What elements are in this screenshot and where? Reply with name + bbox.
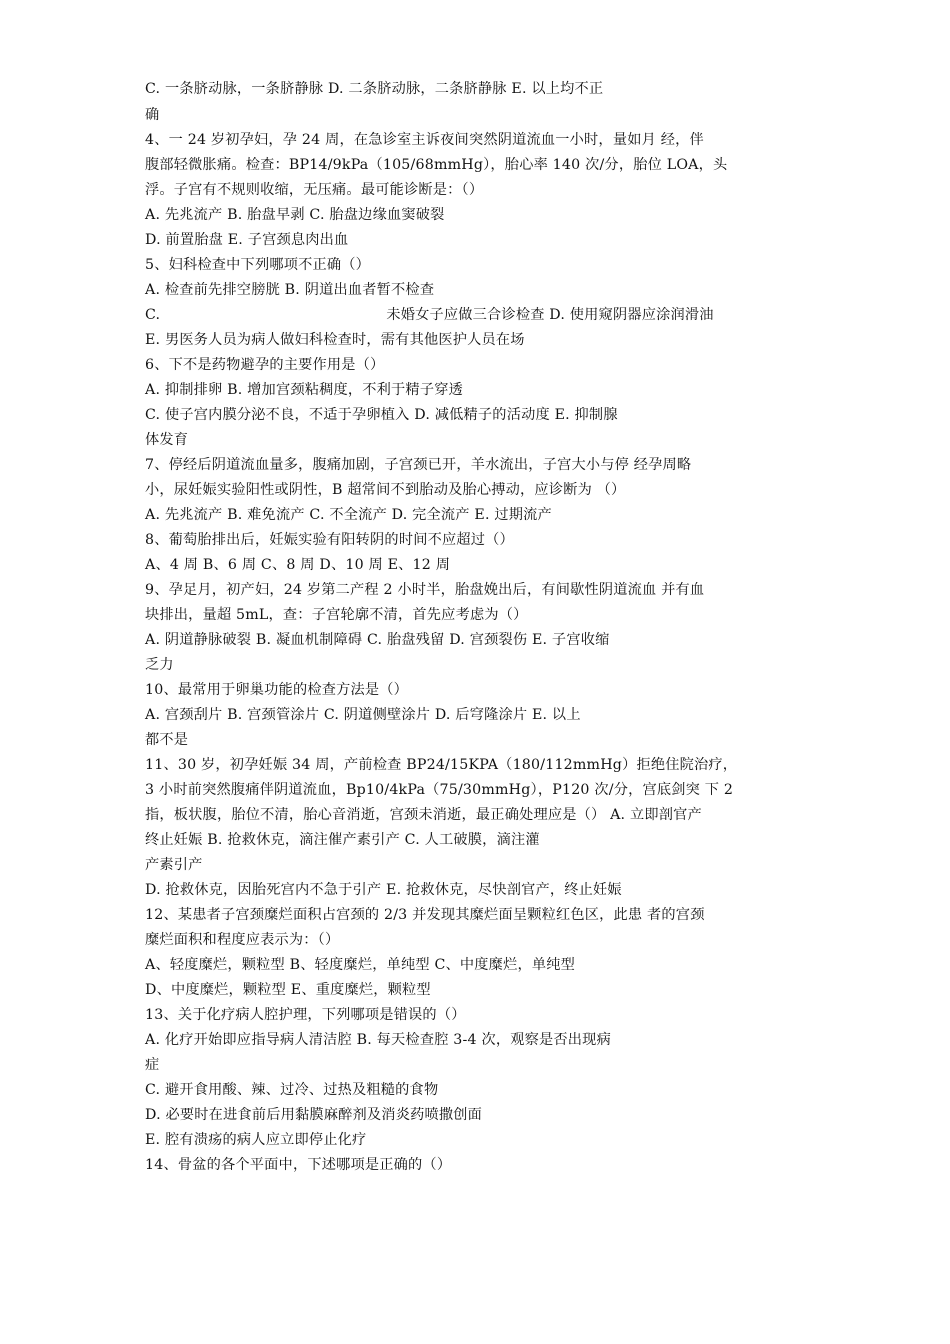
text-line: A、4 周 B、6 周 C、8 周 D、10 周 E、12 周 [145,557,451,573]
text-line: A. 化疗开始即应指导病人清洁腔 B. 每天检查腔 3-4 次，观察是否出现病 [145,1032,611,1048]
text-line: 体发育 [145,432,189,448]
text-line: A、轻度糜烂，颗粒型 B、轻度糜烂，单纯型 C、中度糜烂，单纯型 [145,957,576,973]
text-line: D. 前置胎盘 E. 子宫颈息肉出血 [145,232,349,248]
text-line: 糜烂面积和程度应表示为：（） [145,932,340,948]
text-line: A. 阴道静脉破裂 B. 凝血机制障碍 C. 胎盘残留 D. 宫颈裂伤 E. 子宫收缩 [145,632,610,648]
text-line: 11、30 岁，初孕妊娠 34 周，产前检查 BP24/15KPA（180/112mmHg）拒绝住院治疗， [145,757,738,773]
text-line: 产素引产 [145,857,203,873]
text-line: 小，尿妊娠实验阳性或阴性，B 超常间不到胎动及胎心搏动，应诊断为 （） [145,482,626,498]
text-line: 12、某患者子宫颈糜烂面积占宫颈的 2/3 并发现其糜烂面呈颗粒红色区，此患 者的宫颈 [145,907,705,923]
text-line: 都不是 [145,732,189,748]
text-line: A. 检查前先排空膀胱 B. 阴道出血者暂不检查 [145,282,435,298]
text-line: 腹部轻微胀痛。检查：BP14/9kPa（105/68mmHg），胎心率 140 次/分，胎位 LOA，头 [145,157,728,173]
text-line: C. 未婚女子应做三合诊检查 D. 使用窥阴器应涂润滑油 [145,307,714,323]
text-line: C. 使子宫内膜分泌不良，不适于孕卵植入 D. 减低精子的活动度 E. 抑制腺 [145,407,618,423]
text-line: 块排出，量超 5mL，查：子宫轮廓不清，首先应考虑为（） [145,607,528,623]
text-line: E. 男医务人员为病人做妇科检查时，需有其他医护人员在场 [145,332,525,348]
text-line: 10、最常用于卵巢功能的检查方法是（） [145,682,409,698]
text-line: D、中度糜烂，颗粒型 E、重度糜烂，颗粒型 [145,982,431,998]
text-line: C. 一条脐动脉，一条脐静脉 D. 二条脐动脉，二条脐静脉 E. 以上均不正 [145,81,604,97]
text-line: 5、妇科检查中下列哪项不正确（） [145,257,371,273]
text-line: A. 先兆流产 B. 胎盘早剥 C. 胎盘边缘血窦破裂 [145,207,445,223]
text-line: A. 先兆流产 B. 难免流产 C. 不全流产 D. 完全流产 E. 过期流产 [145,507,552,523]
text-line: 3 小时前突然腹痛伴阴道流血，Bp10/4kPa（75/30mmHg），P120 次/分，宫底剑突 下 2 [145,782,734,798]
text-line: D. 必要时在进食前后用黏膜麻醉剂及消炎药喷撒创面 [145,1107,483,1123]
text-line: 终止妊娠 B. 抢救休克，滴注催产素引产 C. 人工破膜，滴注灌 [145,832,540,848]
text-line: E. 腔有溃疡的病人应立即停止化疗 [145,1132,367,1148]
text-line: A. 宫颈刮片 B. 宫颈管涂片 C. 阴道侧壁涂片 D. 后穹隆涂片 E. 以上 [145,707,581,723]
text-line: 13、关于化疗病人腔护理，下列哪项是错误的（） [145,1007,466,1023]
text-line: 8、葡萄胎排出后，妊娠实验有阳转阴的时间不应超过（） [145,532,514,548]
text-line: 乏力 [145,657,174,673]
text-line: 浮。子宫有不规则收缩，无压痛。最可能诊断是：（） [145,182,484,198]
text-line: 指，板状腹，胎位不清，胎心音消逝，宫颈未消逝，最正确处理应是（） A. 立即剖官产 [145,807,702,823]
text-line: 14、骨盆的各个平面中，下述哪项是正确的（） [145,1157,452,1173]
text-line: 9、孕足月，初产妇，24 岁第二产程 2 小时半，胎盘娩出后，有间歇性阴道流血 并有血 [145,582,705,598]
text-line: 6、下不是药物避孕的主要作用是（） [145,357,385,373]
text-line: A. 抑制排卵 B. 增加宫颈粘稠度，不利于精子穿透 [145,382,463,398]
text-line: 4、一 24 岁初孕妇，孕 24 周，在急诊室主诉夜间突然阴道流血一小时，量如月 经，伴 [145,132,704,148]
text-line: C. 避开食用酸、辣、过冷、过热及粗糙的食物 [145,1082,439,1098]
text-line: D. 抢救休克，因胎死宫内不急于引产 E. 抢救休克，尽快剖官产，终止妊娠 [145,882,622,898]
text-line: 症 [145,1057,160,1073]
text-line: 确 [145,107,160,123]
text-line: 7、停经后阴道流血量多，腹痛加剧，子宫颈已开，羊水流出，子宫大小与停 经孕周略 [145,457,692,473]
